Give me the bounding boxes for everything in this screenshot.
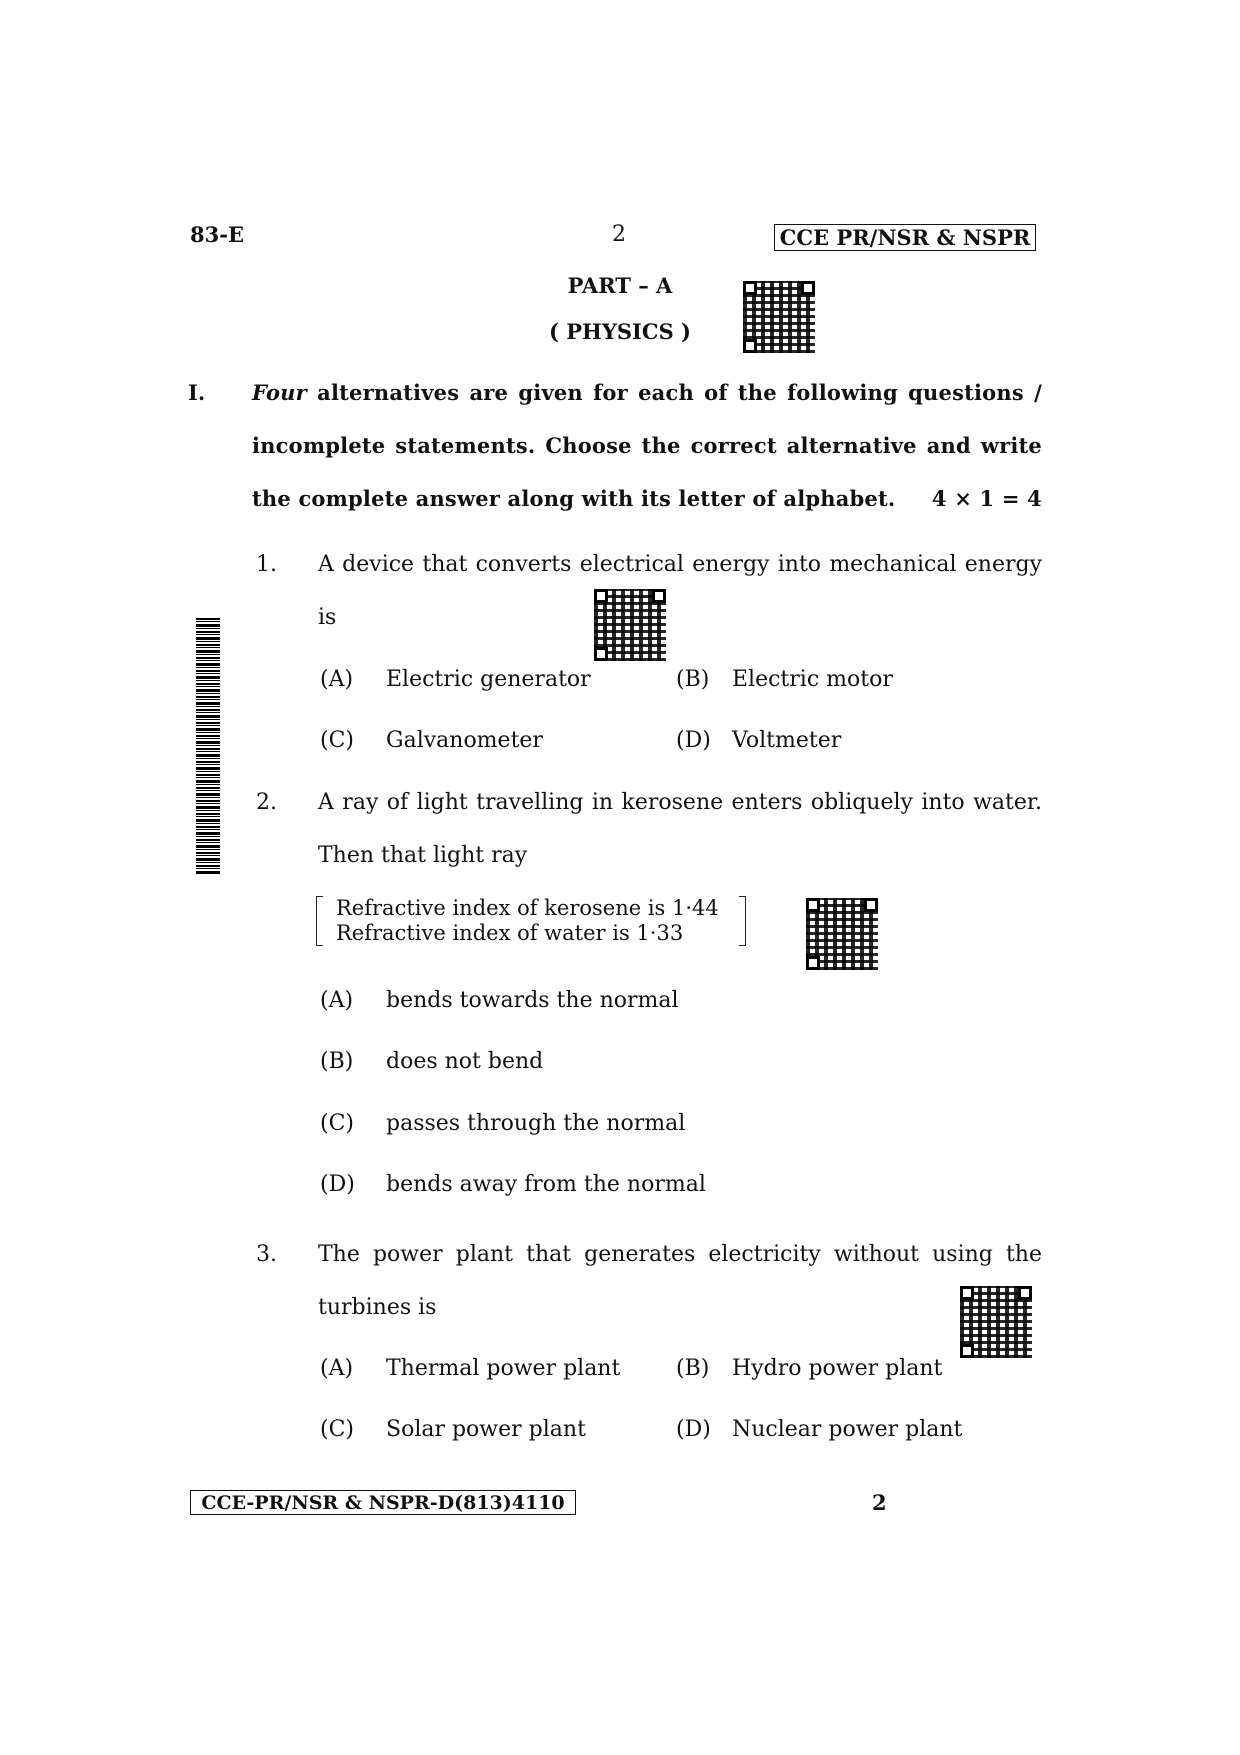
bracket-right	[739, 896, 746, 946]
instruction-line-3	[252, 486, 1042, 511]
marks-allocation: 4 × 1 = 4	[931, 486, 1042, 511]
q3-option-a-text: Thermal power plant	[386, 1356, 621, 1381]
exam-code: CCE PR/NSR & NSPR	[779, 225, 1031, 250]
question-3-number: 3.	[256, 1242, 277, 1267]
q1-option-d-letter: (D)	[676, 728, 711, 753]
question-1-text-line-2: is	[318, 605, 337, 630]
question-2-number: 2.	[256, 790, 277, 815]
q1-option-a-text: Electric generator	[386, 667, 591, 692]
q2-option-b-text: does not bend	[386, 1049, 544, 1074]
q2-option-d-letter: (D)	[320, 1172, 355, 1197]
question-1-number: 1.	[256, 552, 277, 577]
bracket-left	[316, 896, 323, 946]
q2-option-a-letter: (A)	[320, 988, 354, 1013]
subject-title: ( PHYSICS )	[549, 319, 691, 344]
question-3-text-line-1: The power plant that generates electricity without using the	[318, 1242, 1042, 1267]
q1-option-d-text: Voltmeter	[732, 728, 842, 753]
note-line-1: Refractive index of kerosene is 1·44	[336, 896, 719, 920]
qr-code-icon	[806, 898, 878, 970]
question-2-text-line-2: Then that light ray	[318, 843, 528, 868]
part-title: PART – A	[567, 273, 673, 298]
instruction-line-1-text: alternatives are given for each of the following questions /	[317, 380, 1042, 405]
instruction-line-3-text: the complete answer along with its letter of alphabet.	[252, 486, 896, 511]
q1-option-b-letter: (B)	[676, 667, 710, 692]
q3-option-a-letter: (A)	[320, 1356, 354, 1381]
question-2-text-line-1: A ray of light travelling in kerosene enters obliquely into water.	[318, 790, 1042, 815]
q2-option-a-text: bends towards the normal	[386, 988, 679, 1013]
refractive-index-note	[316, 896, 746, 946]
question-3-text-line-2: turbines is	[318, 1295, 437, 1320]
q3-option-b-text: Hydro power plant	[732, 1356, 943, 1381]
q2-option-c-text: passes through the normal	[386, 1111, 686, 1136]
qr-code-icon	[594, 589, 666, 661]
page-number-top: 2	[612, 222, 626, 247]
q1-option-b-text: Electric motor	[732, 667, 893, 692]
qr-code-icon	[960, 1286, 1032, 1358]
paper-code: 83-E	[190, 222, 244, 247]
q2-option-c-letter: (C)	[320, 1111, 354, 1136]
qr-code-icon	[743, 281, 815, 353]
q2-option-b-letter: (B)	[320, 1049, 354, 1074]
footer-code: CCE-PR/NSR & NSPR-D(813)4110	[201, 1491, 565, 1514]
q3-option-b-letter: (B)	[676, 1356, 710, 1381]
q3-option-c-letter: (C)	[320, 1417, 354, 1442]
exam-code-box	[774, 224, 1036, 251]
footer-code-box	[190, 1490, 576, 1515]
q1-option-c-text: Galvanometer	[386, 728, 543, 753]
page-number-bottom: 2	[872, 1490, 887, 1515]
q1-option-c-letter: (C)	[320, 728, 354, 753]
q1-option-a-letter: (A)	[320, 667, 354, 692]
barcode-icon	[196, 618, 220, 874]
q3-option-d-text: Nuclear power plant	[732, 1417, 963, 1442]
instruction-line-2: incomplete statements. Choose the correct alternative and write	[252, 433, 1042, 458]
question-1-text-line-1: A device that converts electrical energy into mechanical energy	[318, 552, 1042, 577]
instruction-line-1	[252, 380, 1042, 405]
q3-option-d-letter: (D)	[676, 1417, 711, 1442]
note-line-2: Refractive index of water is 1·33	[336, 921, 684, 945]
section-number: I.	[188, 380, 206, 405]
q3-option-c-text: Solar power plant	[386, 1417, 586, 1442]
instruction-emphasis: Four	[252, 380, 307, 405]
q2-option-d-text: bends away from the normal	[386, 1172, 706, 1197]
